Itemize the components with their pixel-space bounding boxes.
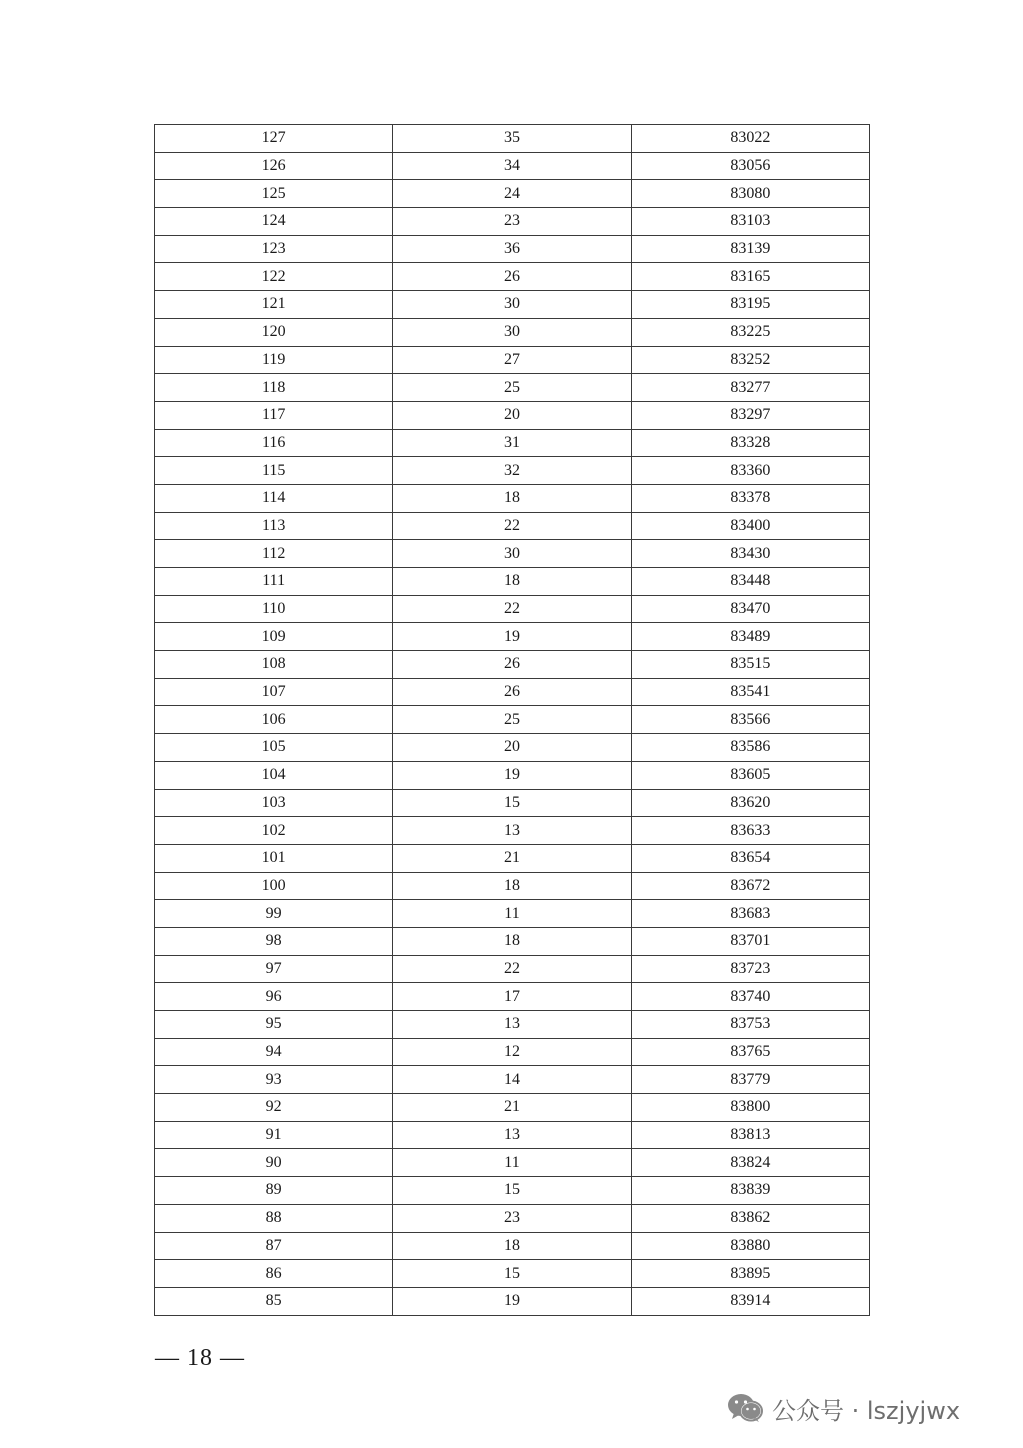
cumulative-cell: 83701 (631, 927, 869, 955)
count-cell: 12 (393, 1038, 631, 1066)
table-row (155, 1149, 870, 1177)
cumulative-cell: 83400 (631, 512, 869, 540)
count-cell: 11 (393, 900, 631, 928)
watermark (726, 1388, 960, 1428)
cumulative-cell: 83605 (631, 761, 869, 789)
count-cell: 13 (393, 817, 631, 845)
cumulative-cell: 83139 (631, 235, 869, 263)
score-cell: 109 (155, 623, 393, 651)
score-cell: 127 (155, 125, 393, 153)
cumulative-cell: 83022 (631, 125, 869, 153)
cumulative-cell: 83779 (631, 1066, 869, 1094)
count-cell: 22 (393, 512, 631, 540)
score-cell: 106 (155, 706, 393, 734)
table-row (155, 844, 870, 872)
cumulative-cell: 83880 (631, 1232, 869, 1260)
cumulative-cell: 83430 (631, 540, 869, 568)
table-row (155, 180, 870, 208)
table-row (155, 263, 870, 291)
table-row (155, 291, 870, 319)
score-cell: 101 (155, 844, 393, 872)
table-row (155, 346, 870, 374)
count-cell: 21 (393, 1094, 631, 1122)
score-cell: 94 (155, 1038, 393, 1066)
score-cell: 89 (155, 1177, 393, 1205)
count-cell: 18 (393, 568, 631, 596)
count-cell: 18 (393, 484, 631, 512)
cumulative-cell: 83448 (631, 568, 869, 596)
score-cell: 100 (155, 872, 393, 900)
cumulative-cell: 83195 (631, 291, 869, 319)
table-row (155, 1038, 870, 1066)
table-row (155, 512, 870, 540)
table-row (155, 678, 870, 706)
cumulative-cell: 83252 (631, 346, 869, 374)
cumulative-cell: 83056 (631, 152, 869, 180)
table-row (155, 1094, 870, 1122)
table-row (155, 1121, 870, 1149)
table-row (155, 235, 870, 263)
count-cell: 14 (393, 1066, 631, 1094)
table-row (155, 789, 870, 817)
table-row (155, 706, 870, 734)
count-cell: 30 (393, 318, 631, 346)
cumulative-cell: 83566 (631, 706, 869, 734)
score-cell: 118 (155, 374, 393, 402)
cumulative-cell: 83080 (631, 180, 869, 208)
score-cell: 111 (155, 568, 393, 596)
table-row (155, 208, 870, 236)
table-row (155, 374, 870, 402)
count-cell: 13 (393, 1121, 631, 1149)
score-cell: 104 (155, 761, 393, 789)
table-row (155, 540, 870, 568)
count-cell: 34 (393, 152, 631, 180)
count-cell: 25 (393, 374, 631, 402)
score-cell: 87 (155, 1232, 393, 1260)
cumulative-cell: 83824 (631, 1149, 869, 1177)
watermark-text: 公众号 · lszjyjwx (772, 1396, 961, 1425)
table-row (155, 484, 870, 512)
wechat-icon (726, 1392, 764, 1424)
count-cell: 26 (393, 651, 631, 679)
cumulative-cell: 83740 (631, 983, 869, 1011)
table-row (155, 125, 870, 153)
count-cell: 21 (393, 844, 631, 872)
table-row (155, 1260, 870, 1288)
count-cell: 19 (393, 1287, 631, 1315)
table-row (155, 900, 870, 928)
score-cell: 98 (155, 927, 393, 955)
score-cell: 123 (155, 235, 393, 263)
score-cell: 119 (155, 346, 393, 374)
score-cell: 120 (155, 318, 393, 346)
count-cell: 19 (393, 623, 631, 651)
count-cell: 36 (393, 235, 631, 263)
count-cell: 24 (393, 180, 631, 208)
count-cell: 15 (393, 1177, 631, 1205)
cumulative-cell: 83862 (631, 1204, 869, 1232)
score-cell: 115 (155, 457, 393, 485)
score-cell: 122 (155, 263, 393, 291)
table-row (155, 318, 870, 346)
score-cell: 121 (155, 291, 393, 319)
table-row (155, 1232, 870, 1260)
count-cell: 17 (393, 983, 631, 1011)
score-cell: 113 (155, 512, 393, 540)
score-cell: 91 (155, 1121, 393, 1149)
score-cell: 103 (155, 789, 393, 817)
score-cell: 114 (155, 484, 393, 512)
count-cell: 20 (393, 734, 631, 762)
cumulative-cell: 83328 (631, 429, 869, 457)
cumulative-cell: 83586 (631, 734, 869, 762)
table-row (155, 872, 870, 900)
count-cell: 30 (393, 540, 631, 568)
score-cell: 96 (155, 983, 393, 1011)
cumulative-cell: 83753 (631, 1011, 869, 1039)
table-body (155, 125, 870, 1316)
score-cell: 124 (155, 208, 393, 236)
cumulative-cell: 83470 (631, 595, 869, 623)
table-row (155, 1011, 870, 1039)
score-cell: 92 (155, 1094, 393, 1122)
cumulative-cell: 83800 (631, 1094, 869, 1122)
score-cell: 105 (155, 734, 393, 762)
table-row (155, 623, 870, 651)
cumulative-cell: 83765 (631, 1038, 869, 1066)
table-row (155, 568, 870, 596)
score-cell: 126 (155, 152, 393, 180)
count-cell: 11 (393, 1149, 631, 1177)
table-row (155, 1066, 870, 1094)
count-cell: 19 (393, 761, 631, 789)
count-cell: 35 (393, 125, 631, 153)
cumulative-cell: 83895 (631, 1260, 869, 1288)
count-cell: 23 (393, 208, 631, 236)
cumulative-cell: 83165 (631, 263, 869, 291)
score-cell: 116 (155, 429, 393, 457)
table-row (155, 429, 870, 457)
count-cell: 18 (393, 872, 631, 900)
cumulative-cell: 83225 (631, 318, 869, 346)
cumulative-cell: 83360 (631, 457, 869, 485)
score-cell: 97 (155, 955, 393, 983)
count-cell: 25 (393, 706, 631, 734)
cumulative-cell: 83515 (631, 651, 869, 679)
cumulative-cell: 83277 (631, 374, 869, 402)
score-cell: 108 (155, 651, 393, 679)
cumulative-cell: 83654 (631, 844, 869, 872)
score-cell: 117 (155, 401, 393, 429)
cumulative-cell: 83813 (631, 1121, 869, 1149)
score-cell: 112 (155, 540, 393, 568)
count-cell: 15 (393, 789, 631, 817)
count-cell: 15 (393, 1260, 631, 1288)
table-row (155, 734, 870, 762)
count-cell: 30 (393, 291, 631, 319)
table-row (155, 595, 870, 623)
score-cell: 86 (155, 1260, 393, 1288)
cumulative-cell: 83672 (631, 872, 869, 900)
cumulative-cell: 83633 (631, 817, 869, 845)
cumulative-cell: 83489 (631, 623, 869, 651)
table-row (155, 457, 870, 485)
table-row (155, 1287, 870, 1315)
cumulative-cell: 83378 (631, 484, 869, 512)
cumulative-cell: 83297 (631, 401, 869, 429)
count-cell: 27 (393, 346, 631, 374)
count-cell: 18 (393, 927, 631, 955)
count-cell: 22 (393, 955, 631, 983)
count-cell: 23 (393, 1204, 631, 1232)
score-cell: 110 (155, 595, 393, 623)
score-cell: 107 (155, 678, 393, 706)
table-row (155, 983, 870, 1011)
table-row (155, 817, 870, 845)
count-cell: 26 (393, 263, 631, 291)
cumulative-cell: 83541 (631, 678, 869, 706)
cumulative-cell: 83723 (631, 955, 869, 983)
cumulative-cell: 83839 (631, 1177, 869, 1205)
count-cell: 20 (393, 401, 631, 429)
count-cell: 13 (393, 1011, 631, 1039)
count-cell: 22 (393, 595, 631, 623)
score-cell: 102 (155, 817, 393, 845)
table-row (155, 1204, 870, 1232)
table-row (155, 152, 870, 180)
score-table (154, 124, 870, 1316)
score-cell: 85 (155, 1287, 393, 1315)
score-cell: 99 (155, 900, 393, 928)
table-row (155, 955, 870, 983)
cumulative-cell: 83103 (631, 208, 869, 236)
table-row (155, 927, 870, 955)
table-row (155, 401, 870, 429)
score-cell: 95 (155, 1011, 393, 1039)
table-row (155, 651, 870, 679)
table-row (155, 1177, 870, 1205)
score-cell: 93 (155, 1066, 393, 1094)
count-cell: 31 (393, 429, 631, 457)
score-cell: 90 (155, 1149, 393, 1177)
count-cell: 18 (393, 1232, 631, 1260)
count-cell: 26 (393, 678, 631, 706)
score-cell: 88 (155, 1204, 393, 1232)
score-cell: 125 (155, 180, 393, 208)
cumulative-cell: 83914 (631, 1287, 869, 1315)
table-row (155, 761, 870, 789)
page-number: — 18 — (155, 1345, 245, 1371)
count-cell: 32 (393, 457, 631, 485)
cumulative-cell: 83620 (631, 789, 869, 817)
cumulative-cell: 83683 (631, 900, 869, 928)
